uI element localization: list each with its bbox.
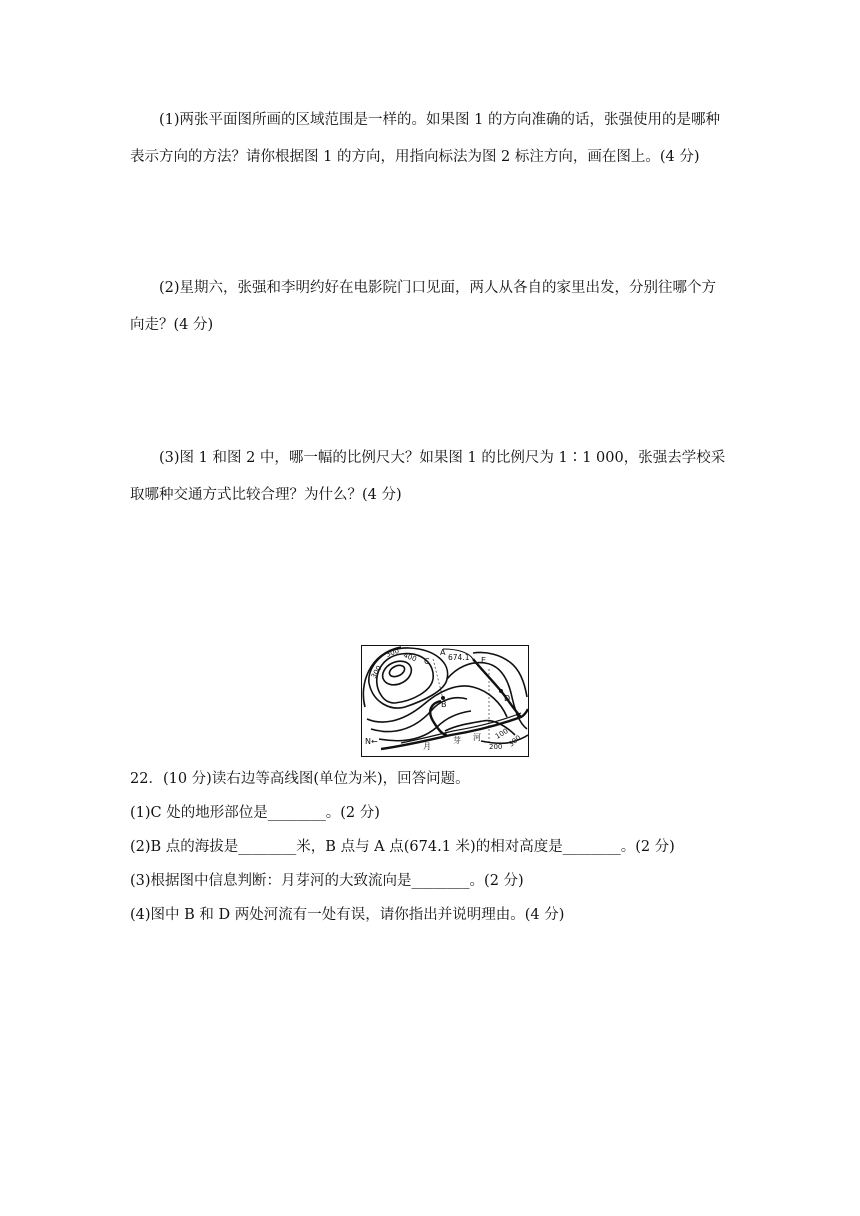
question-22-part-3: (3)根据图中信息判断：月芽河的大致流向是________。(2 分) bbox=[130, 873, 524, 889]
question-22-part-1: (1)C 处的地形部位是________。(2 分) bbox=[130, 805, 380, 821]
contour-map bbox=[361, 645, 529, 757]
river-name-char-3: 河 bbox=[473, 733, 481, 742]
peak-elevation-label: 674.1 bbox=[448, 653, 470, 662]
point-b-label: B bbox=[441, 700, 447, 709]
contour-label-100: 100 bbox=[494, 727, 510, 741]
question-21-part-1: (1)两张平面图所画的区域范围是一样的。如果图 1 的方向准确的话，张强使用的是哪种表示方向的方法？请你根据图 1 的方向，用指向标法为图 2 标注方向，画在图上。(4 分) bbox=[130, 112, 720, 165]
point-d-marker bbox=[499, 689, 503, 693]
contour-label-300-top: 300 bbox=[384, 646, 401, 659]
river-name-char-2: 芽 bbox=[453, 736, 461, 745]
question-22-part-2: (2)B 点的海拔是________米，B 点与 A 点(674.1 米)的相对高度是________。(2 分) bbox=[130, 839, 675, 855]
river-name-char-1: 月 bbox=[423, 742, 431, 751]
question-22-part-4: (4)图中 B 和 D 两处河流有一处有误，请你指出并说明理由。(4 分) bbox=[130, 907, 565, 923]
contour-label-300-bottom: 300 bbox=[507, 733, 523, 749]
question-22-stem: 22．(10 分)读右边等高线图(单位为米)，回答问题。 bbox=[130, 771, 470, 787]
contour-label-300-left: 300 bbox=[369, 664, 384, 680]
point-c-label: C bbox=[424, 657, 430, 666]
contour-label-400: 400 bbox=[402, 651, 418, 664]
contour-label-200: 200 bbox=[489, 743, 503, 751]
point-d-label: D bbox=[504, 694, 511, 703]
question-21-part-3: (3)图 1 和图 2 中，哪一幅的比例尺大？如果图 1 的比例尺为 1∶1 000，张强去学校采取哪种交通方式比较合理？为什么？(4 分) bbox=[130, 450, 726, 503]
north-arrow-label: N← bbox=[365, 737, 378, 746]
point-a-label: A bbox=[440, 648, 446, 657]
point-e-label: E bbox=[481, 656, 487, 665]
question-21-part-2: (2)星期六，张强和李明约好在电影院门口见面，两人从各自的家里出发，分别往哪个方向走？(4 分) bbox=[130, 280, 717, 333]
